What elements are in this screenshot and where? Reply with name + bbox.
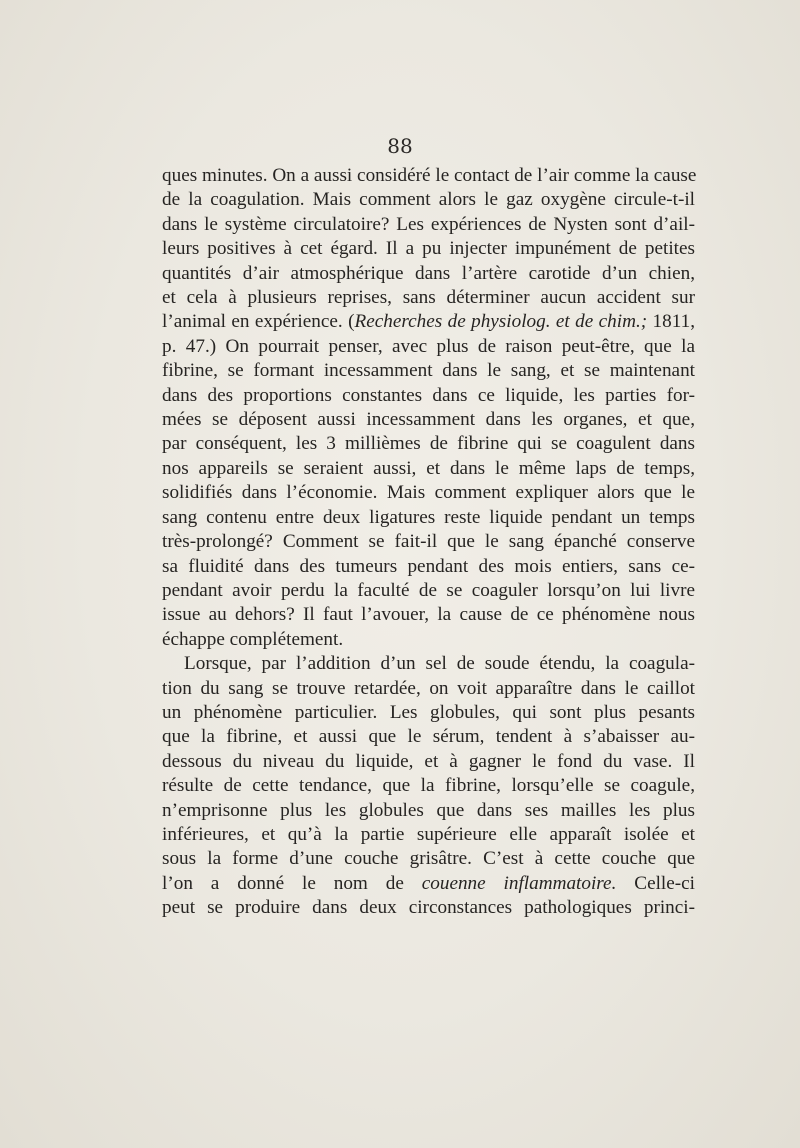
text-line: dans des proportions constantes dans ce liquide, les parties for-	[162, 384, 695, 406]
text-line: et cela à plusieurs reprises, sans déterminer aucun accident sur	[162, 287, 695, 309]
text-line: un phénomène particulier. Les globules, qui sont plus pesants	[162, 701, 695, 723]
text-line: dessous du niveau du liquide, et à gagner le fond du vase. Il	[162, 750, 695, 772]
text-line: de la coagulation. Mais comment alors le gaz oxygène circule-t-il	[162, 189, 695, 211]
text-line: quantités d’air atmosphérique dans l’artère carotide d’un chien,	[162, 262, 695, 284]
text-run: Celle-ci	[616, 872, 695, 894]
text-line: peut se produire dans deux circonstances pathologiques princi-	[162, 897, 695, 919]
text-line: sang contenu entre deux ligatures reste liquide pendant un temps	[162, 506, 695, 528]
text-line: échappe complétement.	[162, 628, 344, 650]
text-line: dans le système circulatoire? Les expériences de Nysten sont d’ail-	[162, 213, 695, 235]
text-line: inférieures, et qu’à la partie supérieure elle apparaît isolée et	[162, 823, 695, 845]
text-line: très-prolongé? Comment se fait-il que le sang épanché conserve	[162, 531, 695, 553]
text-line: sous la forme d’une couche grisâtre. C’est à cette couche que	[162, 848, 695, 870]
text-line: tion du sang se trouve retardée, on voit apparaître dans le caillot	[162, 677, 695, 699]
paragraph-1	[162, 164, 695, 652]
paragraph-2	[162, 652, 695, 920]
text-line	[162, 310, 695, 334]
text-line: leurs positives à cet égard. Il a pu injecter impunément de petites	[162, 238, 695, 260]
text-line: ques minutes. On a aussi considéré le contact de l’air comme la cause	[162, 165, 697, 186]
text-line: p. 47.) On pourrait penser, avec plus de raison peut-être, que la	[162, 335, 695, 357]
text-line: par conséquent, les 3 millièmes de fibrine qui se coagulent dans	[162, 433, 695, 455]
text-line: nos appareils se seraient aussi, et dans le même laps de temps,	[162, 457, 695, 479]
text-line: que la fibrine, et aussi que le sérum, tendent à s’abaisser au-	[162, 726, 695, 748]
text-run: l’animal en expérience. (	[162, 311, 355, 333]
text-line: issue au dehors? Il faut l’avouer, la cause de ce phénomène nous	[162, 604, 695, 626]
page-number: 88	[387, 134, 413, 158]
text-line: résulte de cette tendance, que la fibrine, lorsqu’elle se coagule,	[162, 775, 695, 797]
text-run: l’on a donné le nom de	[162, 872, 422, 894]
body-text	[162, 164, 695, 921]
text-line: pendant avoir perdu la faculté de se coaguler lorsqu’on lui livre	[162, 579, 695, 601]
text-line	[162, 872, 695, 896]
text-line: solidifiés dans l’économie. Mais comment expliquer alors que le	[162, 482, 695, 504]
text-run: 1811,	[647, 311, 695, 333]
text-line: sa fluidité dans des tumeurs pendant des mois entiers, sans ce-	[162, 555, 695, 577]
text-line: Lorsque, par l’addition d’un sel de soude étendu, la coagula-	[184, 653, 695, 675]
term-italic: couenne inflammatoire.	[421, 872, 617, 894]
text-line: fibrine, se formant incessamment dans le sang, et se maintenant	[162, 360, 695, 382]
text-line: n’emprisonne plus les globules que dans ses mailles les plus	[162, 799, 695, 821]
citation-title: Recherches de physiolog. et de chim.;	[354, 311, 648, 333]
text-line: mées se déposent aussi incessamment dans les organes, et que,	[162, 409, 695, 431]
